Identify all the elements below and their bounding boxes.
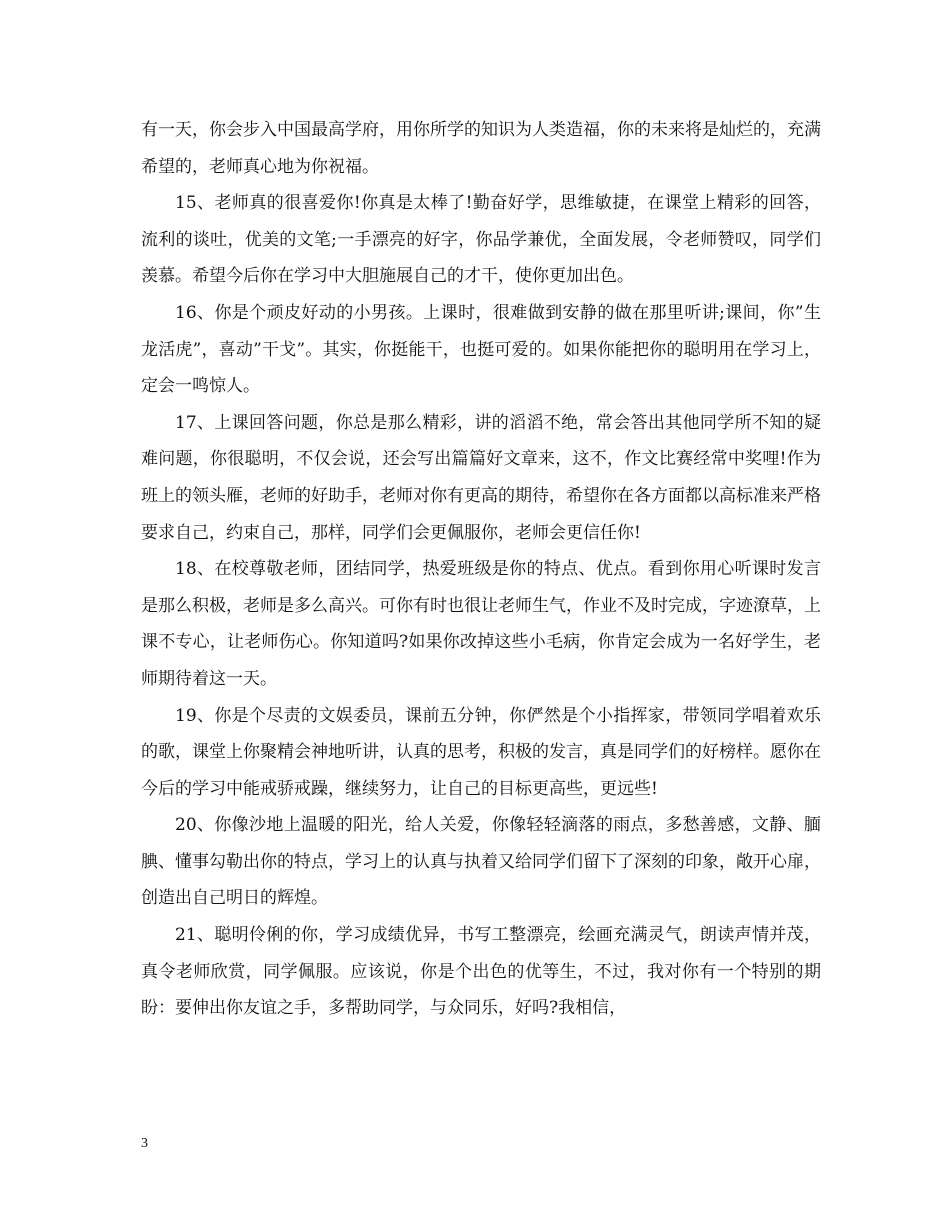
paragraph-17: 17、上课回答问题，你总是那么精彩，讲的滔滔不绝，常会答出其他同学所不知的疑难问题，你很聪明，不仅会说，还会写出篇篇好文章来，这不，作文比赛经常中奖哩!作为班上的领头雁，老师的好助手，老师对你有更高的期待，希望你在各方面都以高标准来严格要求自己，约束自己，那样，同学们会更佩服你，老师会更信任你! — [141, 412, 821, 543]
paragraph-21: 21、聪明伶俐的你，学习成绩优异，书写工整漂亮，绘画充满灵气，朗读声情并茂，真令老师欣赏，同学佩服。应该说，你是个出色的优等生，不过，我对你有一个特别的期盼：要伸出你友谊之手，多帮助同学，与众同乐，好吗?我相信， — [141, 925, 821, 1019]
paragraph-continued: 有一天，你会步入中国最高学府，用你所学的知识为人类造福，你的未来将是灿烂的，充满希望的，老师真心地为你祝福。 — [141, 120, 821, 177]
paragraph-18: 18、在校尊敬老师，团结同学，热爱班级是你的特点、优点。看到你用心听课时发言是那么积极，老师是多么高兴。可你有时也很让老师生气，作业不及时完成，字迹潦草，上课不专心，让老师伤心。你知道吗?如果你改掉这些小毛病，你肯定会成为一名好学生，老师期待着这一天。 — [141, 559, 821, 689]
paragraph-16: 16、你是个顽皮好动的小男孩。上课时，很难做到安静的做在那里听讲;课间，你”生龙活虎”，喜动”干戈”。其实，你挺能干，也挺可爱的。如果你能把你的聪明用在学习上，定会一鸣惊人。 — [141, 302, 821, 397]
paragraph-19: 19、你是个尽责的文娱委员，课前五分钟，你俨然是个小指挥家，带领同学唱着欢乐的歌，课堂上你聚精会神地听讲，认真的思考，积极的发言，真是同学们的好榜样。愿你在今后的学习中能戒骄戒躁，继续努力，让自己的目标更高些，更远些! — [141, 705, 821, 799]
paragraph-15: 15、老师真的很喜爱你!你真是太棒了!勤奋好学，思维敏捷，在课堂上精彩的回答，流利的谈吐，优美的文笔;一手漂亮的好字，你品学兼优，全面发展，令老师赞叹，同学们羡慕。希望今后你在学习中大胆施展自己的才干，使你更加出色。 — [141, 193, 821, 287]
page-number: 3 — [141, 1136, 148, 1151]
paragraph-20: 20、你像沙地上温暖的阳光，给人关爱，你像轻轻滴落的雨点，多愁善感，文静、腼腆、懂事勾勒出你的特点，学习上的认真与执着又给同学们留下了深刻的印象，敞开心扉，创造出自己明日的辉煌。 — [141, 815, 821, 909]
document-body — [141, 112, 821, 1027]
